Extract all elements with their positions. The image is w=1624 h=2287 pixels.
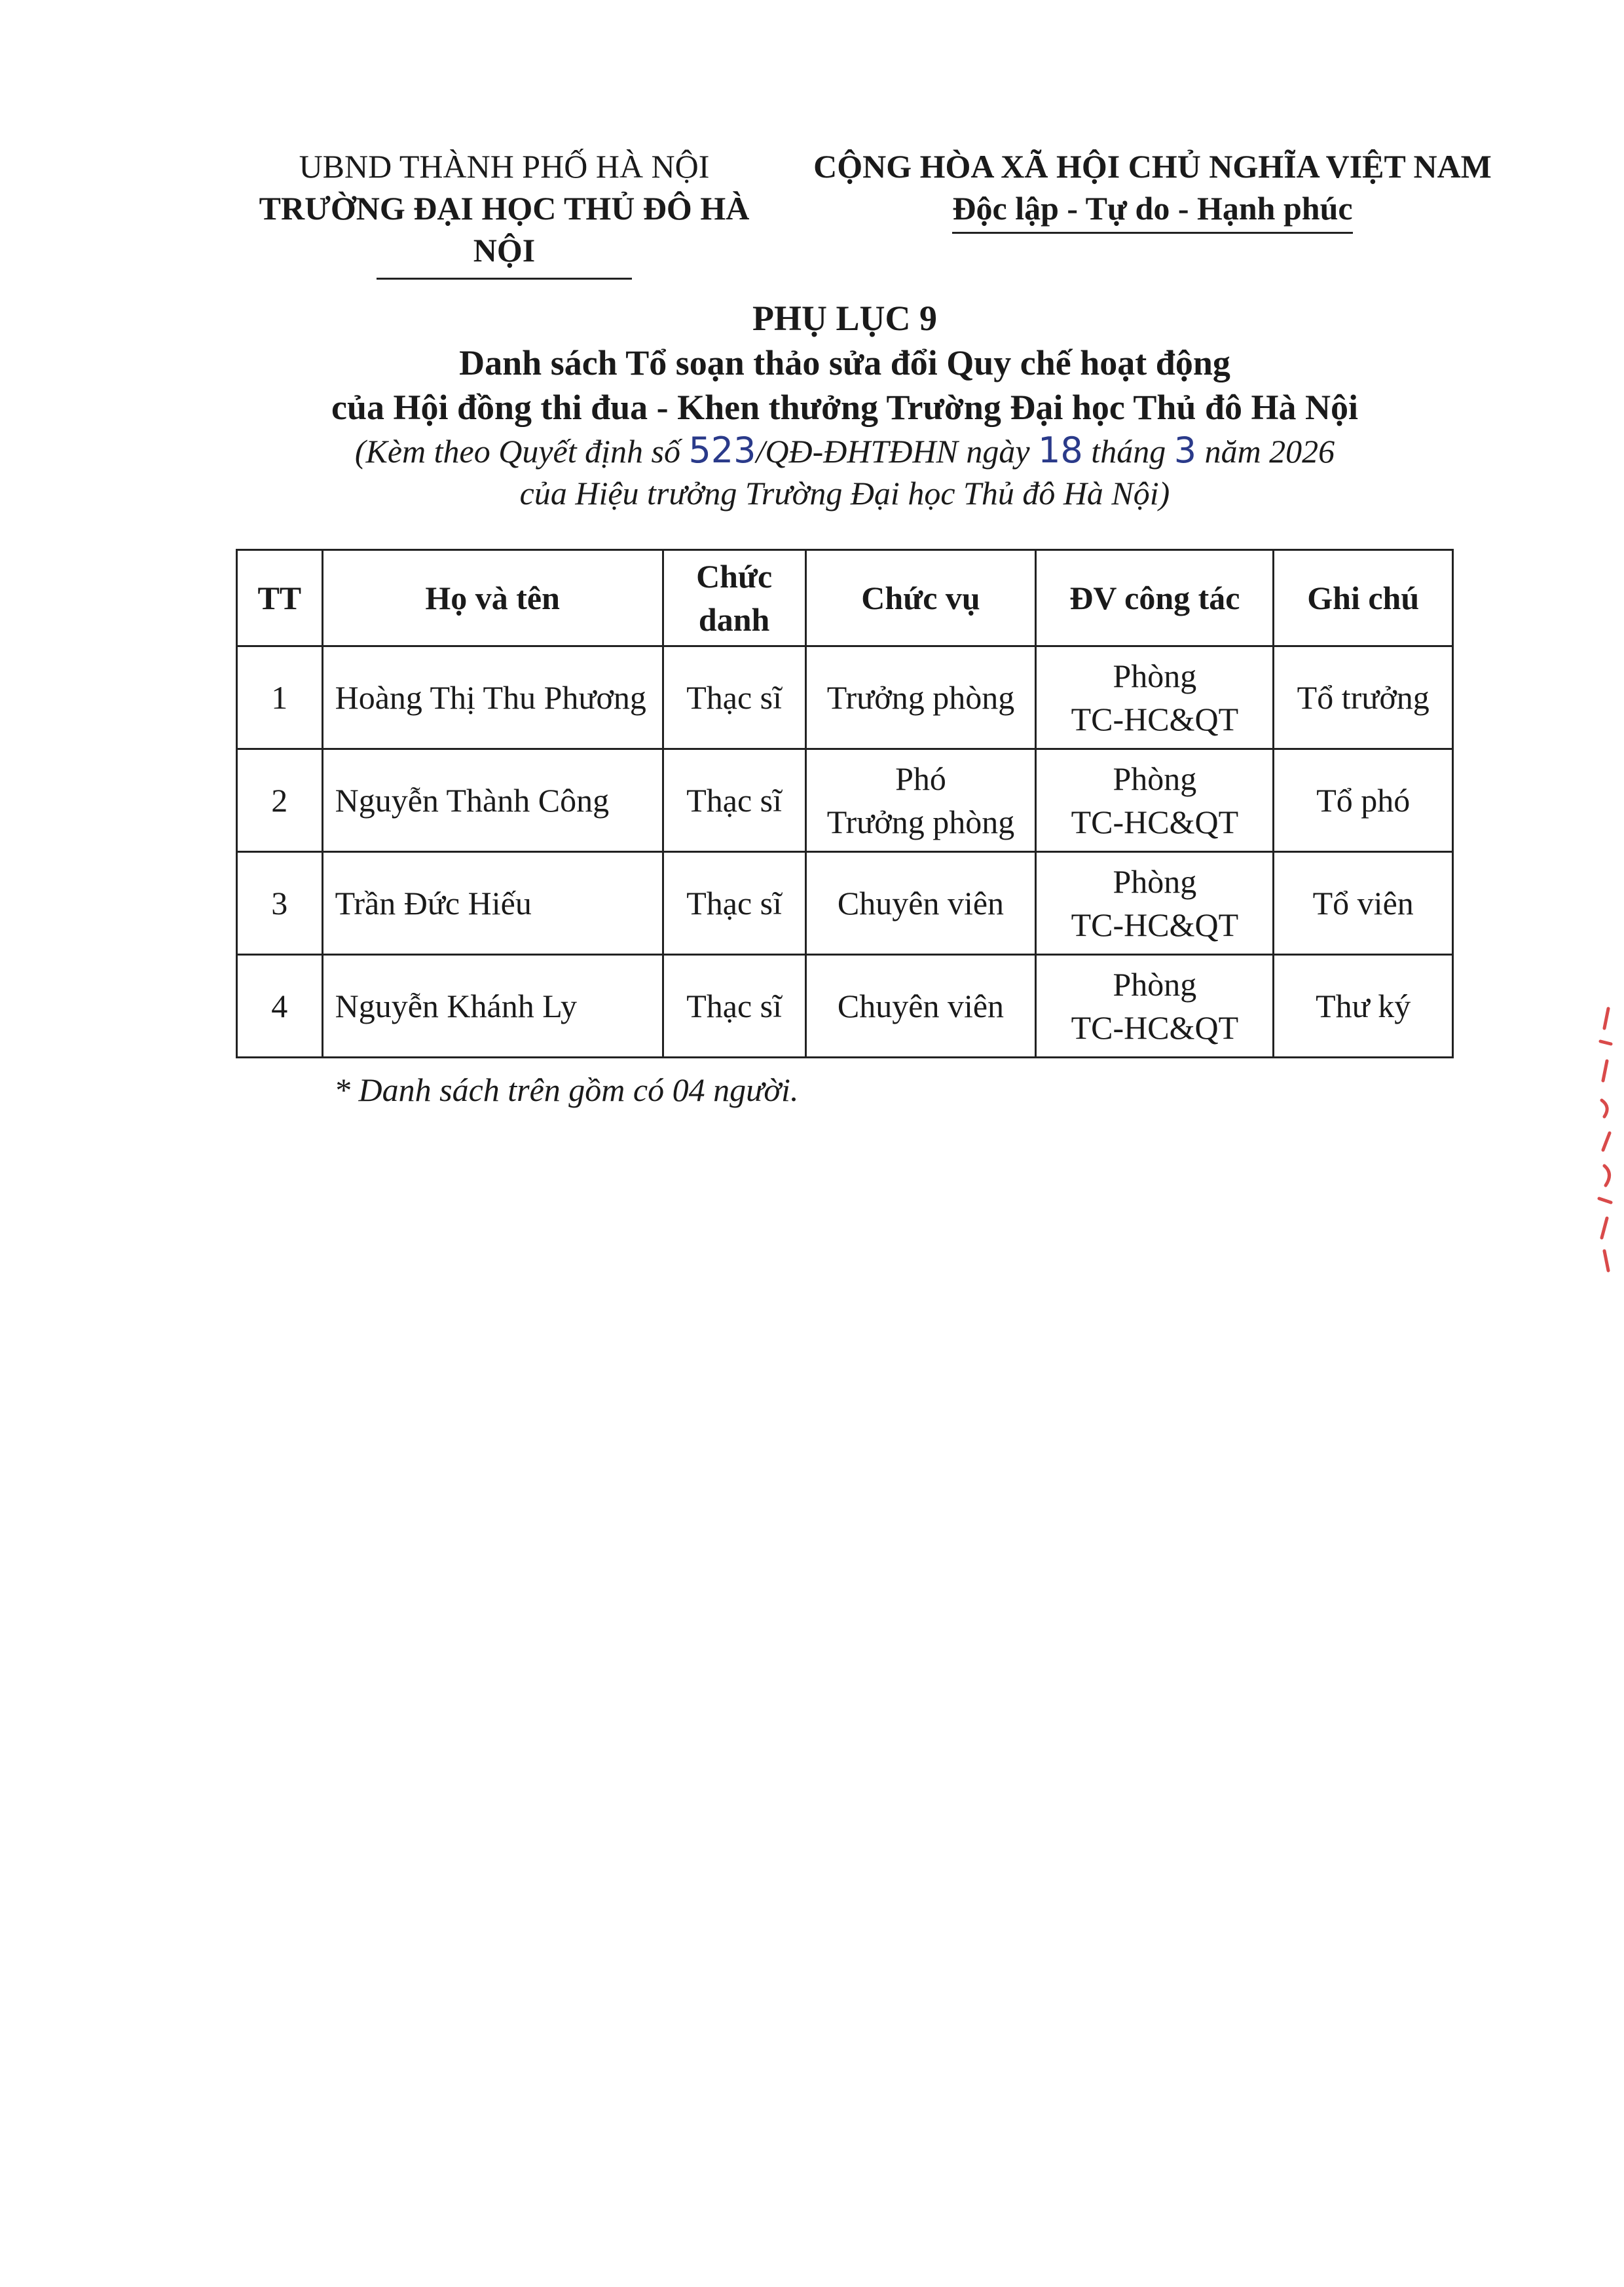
decision-day: 18 bbox=[1038, 430, 1083, 471]
national-title: CỘNG HÒA XÃ HỘI CHỦ NGHĨA VIỆT NAM bbox=[813, 148, 1492, 185]
row-unit-line-1: Phòng bbox=[1113, 966, 1197, 1003]
row-note: Thư ký bbox=[1274, 955, 1453, 1058]
decision-code: /QĐ-ĐHTĐHN ngày bbox=[756, 433, 1039, 470]
header-note: Ghi chú bbox=[1274, 550, 1453, 646]
row-unit-line-2: TC-HC&QT bbox=[1071, 906, 1239, 943]
appendix-label: PHỤ LỤC 9 bbox=[752, 299, 937, 338]
row-role-line-2: Trưởng phòng bbox=[826, 804, 1015, 840]
row-unit-line-2: TC-HC&QT bbox=[1071, 804, 1239, 840]
row-unit bbox=[1036, 646, 1274, 749]
row-note: Tổ viên bbox=[1274, 852, 1453, 955]
decision-prefix: (Kèm theo Quyết định số bbox=[354, 433, 689, 470]
row-role-line-1: Chuyên viên bbox=[837, 885, 1005, 921]
decision-year: năm 2026 bbox=[1196, 433, 1335, 470]
decision-reference bbox=[164, 430, 1526, 472]
table-header-row bbox=[237, 550, 1453, 646]
row-unit-line-2: TC-HC&QT bbox=[1071, 701, 1239, 737]
title-line-2: của Hội đồng thi đua - Khen thưởng Trường Đại học Thủ đô Hà Nội bbox=[331, 388, 1358, 427]
decision-signer: của Hiệu trưởng Trường Đại học Thủ đô Hà Nội) bbox=[519, 475, 1170, 511]
national-motto: Độc lập - Tự do - Hạnh phúc bbox=[952, 187, 1352, 234]
header-title bbox=[663, 550, 805, 646]
header-national bbox=[805, 145, 1500, 234]
member-table bbox=[236, 549, 1454, 1058]
decision-month: 3 bbox=[1173, 430, 1197, 471]
table-row bbox=[237, 852, 1453, 955]
row-name: Trần Đức Hiếu bbox=[322, 852, 663, 955]
header-role: Chức vụ bbox=[805, 550, 1036, 646]
row-note: Tổ trưởng bbox=[1274, 646, 1453, 749]
row-unit-line-1: Phòng bbox=[1113, 863, 1197, 900]
header-tt: TT bbox=[237, 550, 323, 646]
row-tt: 4 bbox=[237, 955, 323, 1058]
row-unit bbox=[1036, 749, 1274, 852]
row-unit-line-2: TC-HC&QT bbox=[1071, 1009, 1239, 1046]
row-role-line-1: Trưởng phòng bbox=[826, 679, 1015, 716]
issuer-agency: UBND THÀNH PHỐ HÀ NỘI bbox=[299, 148, 710, 185]
side-seal-mark bbox=[1585, 1002, 1624, 1277]
row-title: Thạc sĩ bbox=[663, 955, 805, 1058]
row-tt: 3 bbox=[237, 852, 323, 955]
row-title: Thạc sĩ bbox=[663, 646, 805, 749]
row-name: Nguyễn Khánh Ly bbox=[322, 955, 663, 1058]
row-tt: 1 bbox=[237, 646, 323, 749]
header-title-line-1: Chức bbox=[696, 558, 773, 595]
document-title-block bbox=[164, 296, 1526, 514]
row-role-line-1: Phó bbox=[895, 760, 946, 797]
row-title: Thạc sĩ bbox=[663, 852, 805, 955]
header-title-line-2: danh bbox=[698, 601, 770, 638]
row-role bbox=[805, 955, 1036, 1058]
table-row bbox=[237, 646, 1453, 749]
header-unit: ĐV công tác bbox=[1036, 550, 1274, 646]
row-role bbox=[805, 749, 1036, 852]
header-name: Họ và tên bbox=[322, 550, 663, 646]
row-title: Thạc sĩ bbox=[663, 749, 805, 852]
title-line-1: Danh sách Tổ soạn thảo sửa đổi Quy chế hoạt động bbox=[459, 343, 1230, 382]
row-note: Tổ phó bbox=[1274, 749, 1453, 852]
decision-number: 523 bbox=[688, 430, 756, 471]
row-role-line-1: Chuyên viên bbox=[837, 988, 1005, 1024]
issuer-underline bbox=[377, 278, 632, 280]
row-name: Nguyễn Thành Công bbox=[322, 749, 663, 852]
decision-month-label: tháng bbox=[1082, 433, 1174, 470]
row-role bbox=[805, 852, 1036, 955]
row-unit-line-1: Phòng bbox=[1113, 658, 1197, 694]
row-name: Hoàng Thị Thu Phương bbox=[322, 646, 663, 749]
row-unit bbox=[1036, 955, 1274, 1058]
row-unit bbox=[1036, 852, 1274, 955]
header-issuer bbox=[229, 145, 779, 280]
row-role bbox=[805, 646, 1036, 749]
list-footnote: * Danh sách trên gồm có 04 người. bbox=[334, 1071, 799, 1108]
table-row bbox=[237, 749, 1453, 852]
issuer-school: TRƯỜNG ĐẠI HỌC THỦ ĐÔ HÀ NỘI bbox=[259, 190, 750, 269]
row-tt: 2 bbox=[237, 749, 323, 852]
row-unit-line-1: Phòng bbox=[1113, 760, 1197, 797]
table-row bbox=[237, 955, 1453, 1058]
